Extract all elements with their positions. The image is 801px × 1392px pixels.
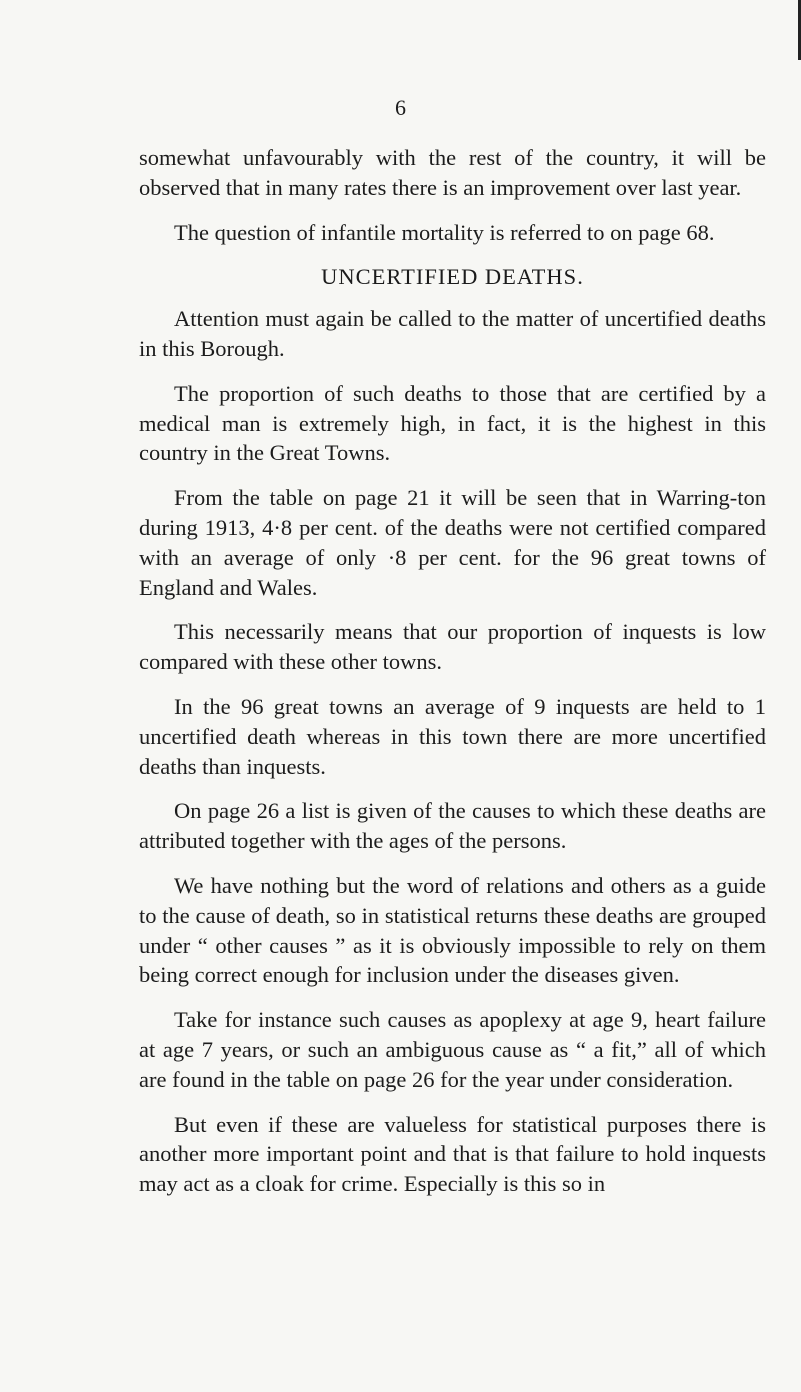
body-text <box>139 143 766 1214</box>
paragraph: But even if these are valueless for statistical purposes there is another more important point and that is that failure to hold inquests may act as a cloak for crime. Especially is this so in <box>139 1111 766 1197</box>
paragraph: In the 96 great towns an average of 9 inquests are held to 1 uncertified death whereas in this town there are more uncertified deaths than inquests. <box>139 693 766 779</box>
paragraph-infantile-mortality: The question of infantile mortality is referred to on page 68. <box>174 219 715 245</box>
paragraph: From the table on page 21 it will be seen that in Warring-ton during 1913, 4·8 per cent. of the deaths were not certified compared with an average of only ·8 per cent. for the 96 great towns of England and Wales. <box>139 485 766 600</box>
page-number: 6 <box>395 95 406 120</box>
paragraph-continuation: somewhat unfavourably with the rest of the country, it will be observed that in many rates there is an improvement over last year. <box>139 145 766 200</box>
paragraph: We have nothing but the word of relations and others as a guide to the cause of death, so in statistical returns these deaths are grouped under “ other causes ” as it is obviously impossible to rely on them being correct enough for inclusion under the diseases given. <box>139 872 766 988</box>
paragraph: This necessarily means that our proportion of inquests is low compared with these other towns. <box>139 619 766 675</box>
section-heading: UNCERTIFIED DEATHS. <box>321 264 584 290</box>
paragraph: Take for instance such causes as apoplexy at age 9, heart failure at age 7 years, or such an ambiguous cause as “ a fit,” all of which are found in the table on page 26 for the year under consideration. <box>139 1007 766 1092</box>
paragraph: The proportion of such deaths to those that are certified by a medical man is extremely high, in fact, it is the highest in this country in the Great Towns. <box>139 380 766 466</box>
paragraph: Attention must again be called to the matter of uncertified deaths in this Borough. <box>139 306 766 361</box>
paragraph: On page 26 a list is given of the causes to which these deaths are attributed together with the ages of the persons. <box>139 798 766 854</box>
